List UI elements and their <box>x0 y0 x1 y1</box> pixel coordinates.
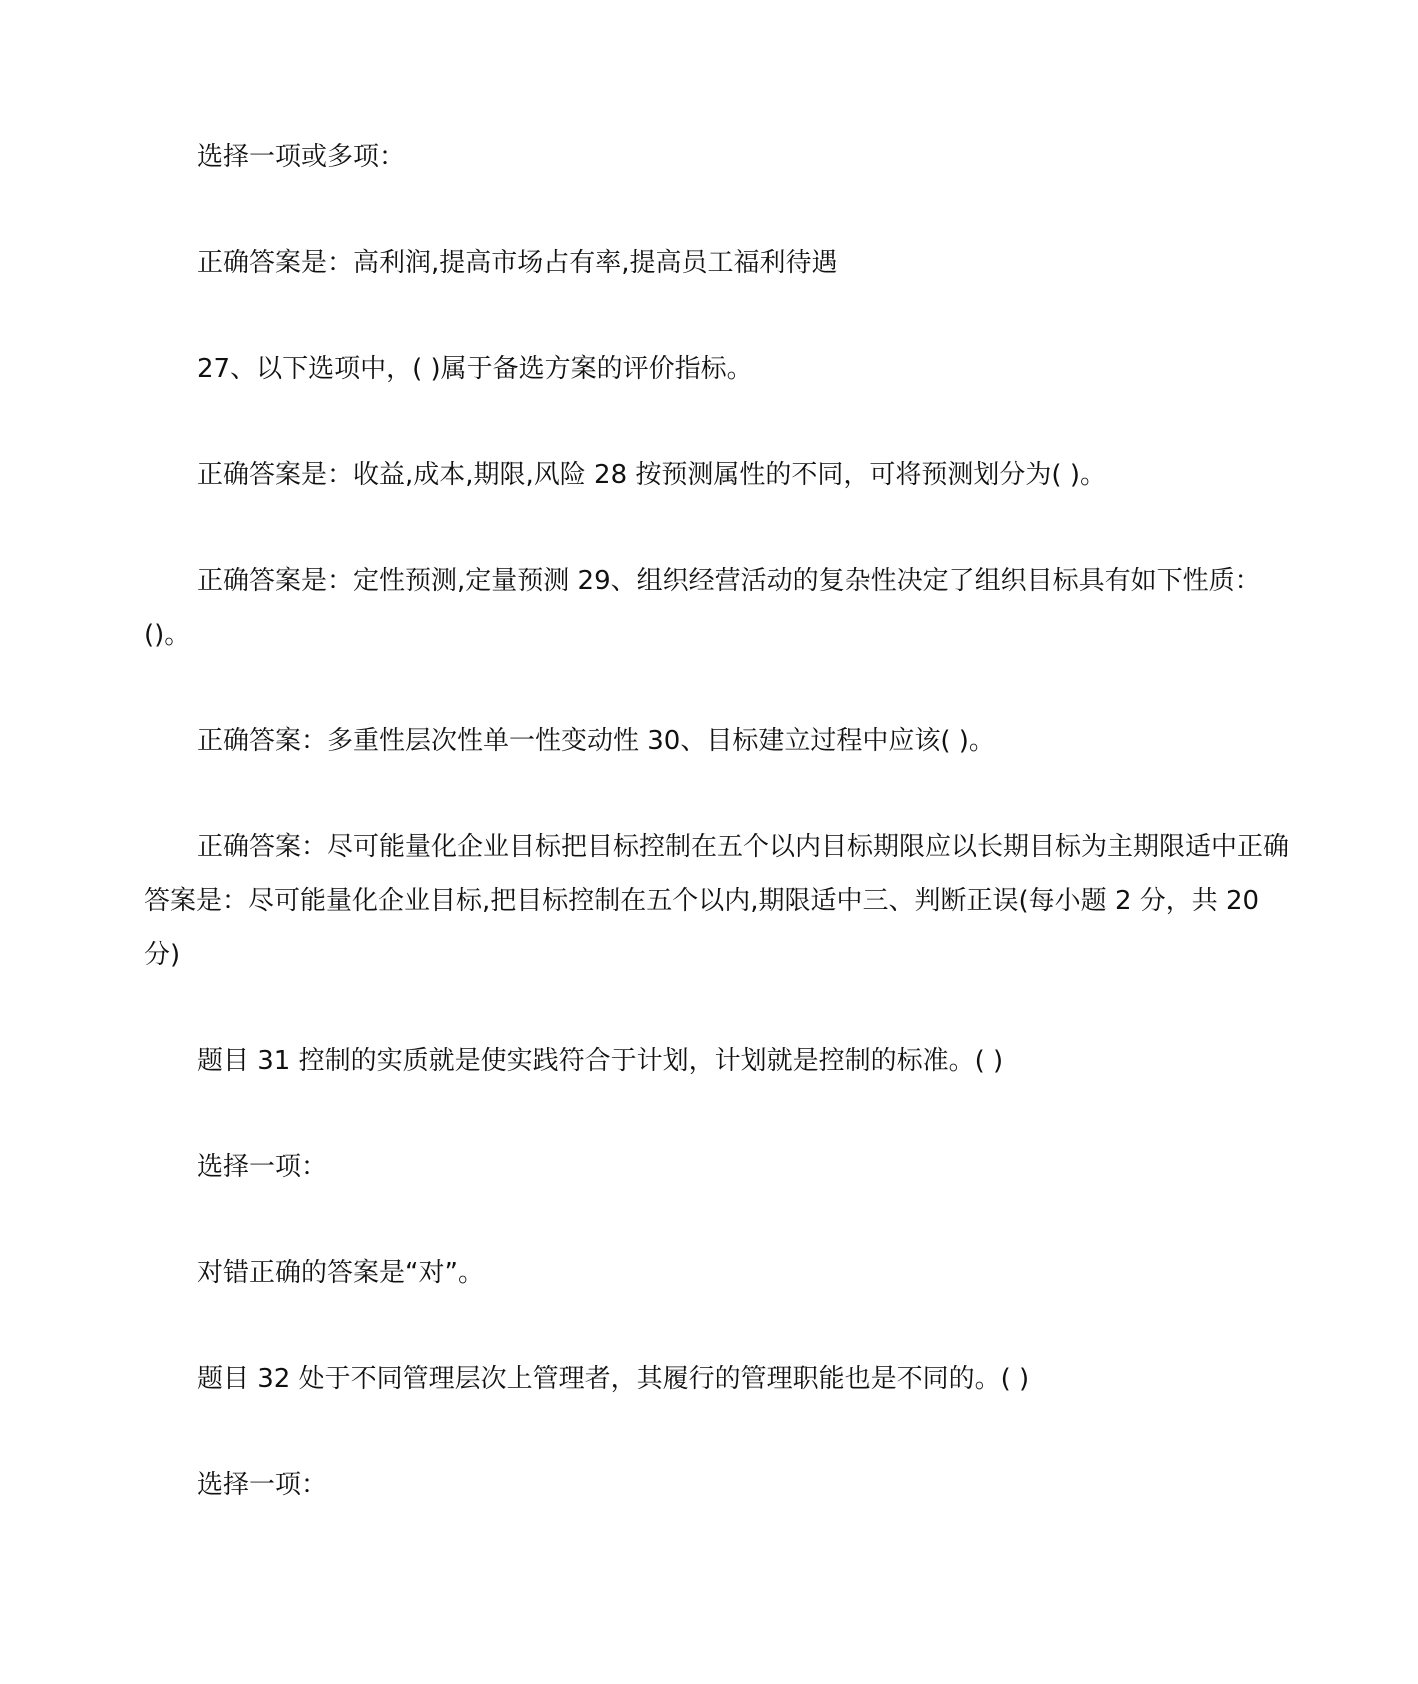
question-27: 27、以下选项中，( )属于备选方案的评价指标。 <box>197 354 753 384</box>
answer-29-question-30: 正确答案：多重性层次性单一性变动性 30、目标建立过程中应该( )。 <box>197 726 995 756</box>
question-31: 题目 31 控制的实质就是使实践符合于计划，计划就是控制的标准。( ) <box>197 1046 1004 1076</box>
answer-31: 对错正确的答案是“对”。 <box>197 1258 484 1288</box>
option-prompt-multi: 选择一项或多项： <box>197 142 406 172</box>
answer-28-question-29: 正确答案是：定性预测,定量预测 29、组织经营活动的复杂性决定了组织目标具有如下性质：()。 <box>144 566 1261 650</box>
answer-26: 正确答案是：高利润,提高市场占有率,提高员工福利待遇 <box>197 248 838 278</box>
option-prompt-single: 选择一项： <box>197 1152 328 1182</box>
answer-30-section-heading: 正确答案：尽可能量化企业目标把目标控制在五个以内目标期限应以长期目标为主期限适中正确答案是：尽可能量化企业目标,把目标控制在五个以内,期限适中三、判断正误(每小题 2 分，共 20 分) <box>144 832 1290 970</box>
answer-27-question-28: 正确答案是：收益,成本,期限,风险 28 按预测属性的不同，可将预测划分为( )。 <box>197 460 1106 490</box>
option-prompt-single: 选择一项： <box>197 1470 328 1500</box>
question-32: 题目 32 处于不同管理层次上管理者，其履行的管理职能也是不同的。( ) <box>197 1364 1030 1394</box>
